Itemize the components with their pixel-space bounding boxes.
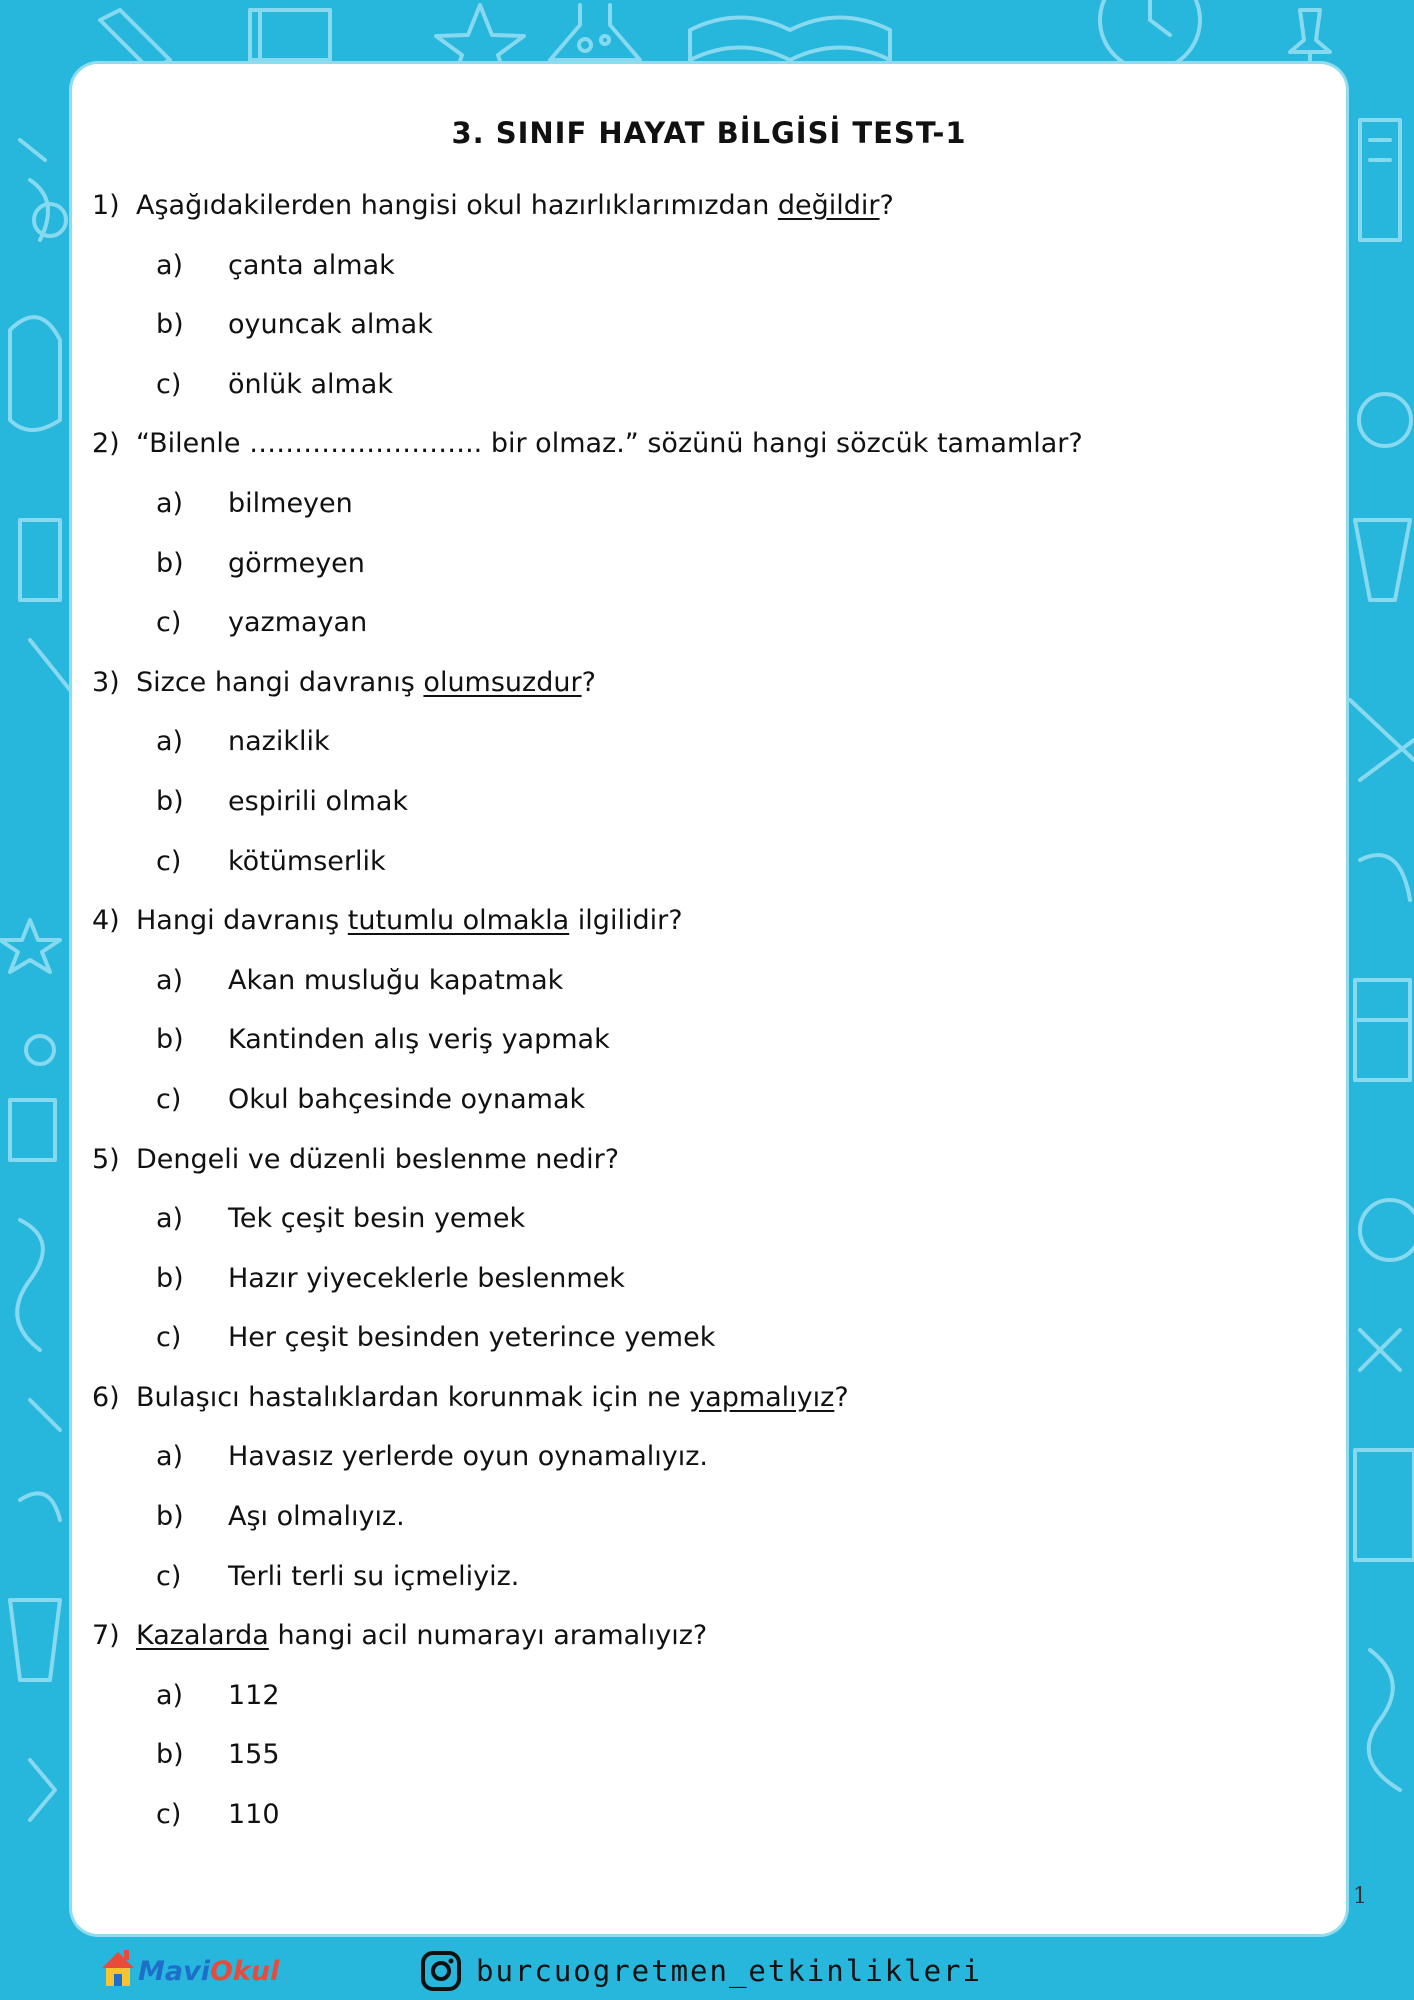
question-text (92, 176, 1312, 236)
question-text (92, 891, 1312, 951)
question-2 (92, 414, 1312, 652)
answer-option[interactable] (92, 1010, 1312, 1070)
question-1 (92, 176, 1312, 414)
option-letter: a) (156, 726, 184, 758)
option-text: Tek çeşit besin yemek (228, 1203, 526, 1235)
question-underlined-text: Kazalarda (136, 1620, 269, 1652)
answer-option[interactable] (92, 832, 1312, 892)
option-letter: a) (156, 249, 184, 281)
answer-option[interactable] (92, 772, 1312, 832)
option-text: Terli terli su içmeliyiz. (228, 1560, 520, 1592)
option-letter: b) (156, 309, 184, 341)
answer-option[interactable] (92, 1725, 1312, 1785)
question-number: 6) (92, 1381, 120, 1413)
option-letter: b) (156, 1024, 184, 1056)
answer-option[interactable] (92, 1189, 1312, 1249)
option-letter: b) (156, 1501, 184, 1533)
answer-option[interactable] (92, 1308, 1312, 1368)
answer-option[interactable] (92, 1785, 1312, 1845)
option-text: önlük almak (228, 368, 393, 400)
test-title: 3. SINIF HAYAT BİLGİSİ TEST-1 (451, 116, 967, 150)
question-post-text: ilgilidir? (569, 905, 683, 937)
question-number: 1) (92, 190, 120, 221)
answer-option[interactable] (92, 1666, 1312, 1726)
instagram-credit (420, 1950, 982, 1992)
question-post-text: ? (879, 190, 894, 221)
option-letter: c) (156, 607, 182, 639)
question-list (92, 176, 1312, 1845)
option-letter: a) (156, 964, 184, 996)
answer-option[interactable] (92, 712, 1312, 772)
option-text: 112 (228, 1679, 280, 1711)
question-text (92, 1606, 1312, 1666)
option-text: Hazır yiyeceklerle beslenmek (228, 1262, 625, 1294)
question-number: 7) (92, 1620, 120, 1652)
instagram-handle: burcuogretmen_etkinlikleri (476, 1954, 982, 1988)
page-number: 1 (1353, 1884, 1367, 1909)
pencil-icon (100, 10, 170, 70)
option-letter: c) (156, 1083, 182, 1115)
question-text (92, 1130, 1312, 1190)
question-text (92, 414, 1312, 474)
question-number: 3) (92, 666, 120, 698)
question-pre-text: Hangi davranış (136, 905, 348, 937)
answer-option[interactable] (92, 1427, 1312, 1487)
question-5 (92, 1130, 1312, 1368)
test-sheet (72, 64, 1346, 1934)
question-pre-text: Aşağıdakilerden hangisi okul hazırlıklarımızdan (136, 190, 778, 221)
option-letter: a) (156, 487, 184, 519)
question-6 (92, 1368, 1312, 1606)
question-underlined-text: değildir (777, 190, 880, 221)
option-letter: c) (156, 1799, 182, 1831)
answer-option[interactable] (92, 1487, 1312, 1547)
small-star-icon (0, 920, 60, 972)
question-text (92, 653, 1312, 713)
answer-option[interactable] (92, 534, 1312, 594)
option-letter: a) (156, 1441, 184, 1473)
question-text (92, 1368, 1312, 1428)
question-underlined-text: olumsuzdur (423, 666, 582, 698)
option-text: görmeyen (228, 547, 365, 579)
option-letter: b) (156, 547, 184, 579)
question-underlined-text: tutumlu olmakla (347, 905, 570, 937)
answer-option[interactable] (92, 236, 1312, 296)
option-text: naziklik (228, 726, 330, 758)
instagram-icon (420, 1950, 462, 1992)
option-letter: a) (156, 1679, 184, 1711)
question-pre-text: Bulaşıcı hastalıklardan korunmak için ne (136, 1381, 690, 1413)
option-letter: c) (156, 368, 182, 400)
question-number: 5) (92, 1143, 120, 1175)
question-underlined-text: yapmalıyız (689, 1381, 835, 1413)
option-letter: c) (156, 845, 182, 877)
option-text: bilmeyen (228, 487, 353, 519)
option-text: 155 (228, 1739, 280, 1771)
answer-option[interactable] (92, 295, 1312, 355)
mavi-okul-logo (100, 1946, 280, 1994)
option-letter: b) (156, 785, 184, 817)
option-text: kötümserlik (228, 845, 386, 877)
question-pre-text: Dengeli ve düzenli beslenme nedir? (136, 1143, 620, 1175)
option-text: espirili olmak (228, 785, 409, 817)
answer-option[interactable] (92, 593, 1312, 653)
question-4 (92, 891, 1312, 1129)
answer-option[interactable] (92, 1547, 1312, 1607)
open-book-icon (690, 18, 890, 61)
answer-option[interactable] (92, 951, 1312, 1011)
option-letter: a) (156, 1203, 184, 1235)
option-text: Aşı olmalıyız. (228, 1501, 405, 1533)
option-text: oyuncak almak (228, 309, 433, 341)
question-post-text: ? (581, 666, 596, 698)
question-number: 2) (92, 428, 120, 460)
question-7 (92, 1606, 1312, 1844)
logo-text-okul: Okul (209, 1956, 280, 1987)
flask-icon (550, 5, 640, 60)
question-post-text: ? (834, 1381, 849, 1413)
answer-option[interactable] (92, 1070, 1312, 1130)
house-icon (100, 1946, 136, 1990)
option-text: Okul bahçesinde oynamak (228, 1083, 586, 1115)
option-text: yazmayan (228, 607, 368, 639)
option-text: 110 (228, 1799, 280, 1831)
option-text: Her çeşit besinden yeterince yemek (228, 1322, 716, 1354)
option-text: Kantinden alış veriş yapmak (228, 1024, 610, 1056)
logo-text-mavi: Mavi (138, 1956, 210, 1987)
option-letter: b) (156, 1739, 184, 1771)
option-letter: b) (156, 1262, 184, 1294)
question-post-text: hangi acil numarayı aramalıyız? (268, 1620, 708, 1652)
book-icon (250, 10, 330, 60)
answer-option[interactable] (92, 355, 1312, 415)
question-number: 4) (92, 905, 120, 937)
option-letter: c) (156, 1560, 182, 1592)
option-letter: c) (156, 1322, 182, 1354)
question-pre-text: “Bilenle …………………….. bir olmaz.” sözünü hangi sözcük tamamlar? (136, 428, 1083, 460)
option-text: Havasız yerlerde oyun oynamalıyız. (228, 1441, 709, 1473)
answer-option[interactable] (92, 474, 1312, 534)
option-text: çanta almak (228, 249, 395, 281)
question-pre-text: Sizce hangi davranış (136, 666, 424, 698)
footer (0, 1940, 1414, 2000)
option-text: Akan musluğu kapatmak (228, 964, 564, 996)
question-3 (92, 653, 1312, 891)
answer-option[interactable] (92, 1249, 1312, 1309)
